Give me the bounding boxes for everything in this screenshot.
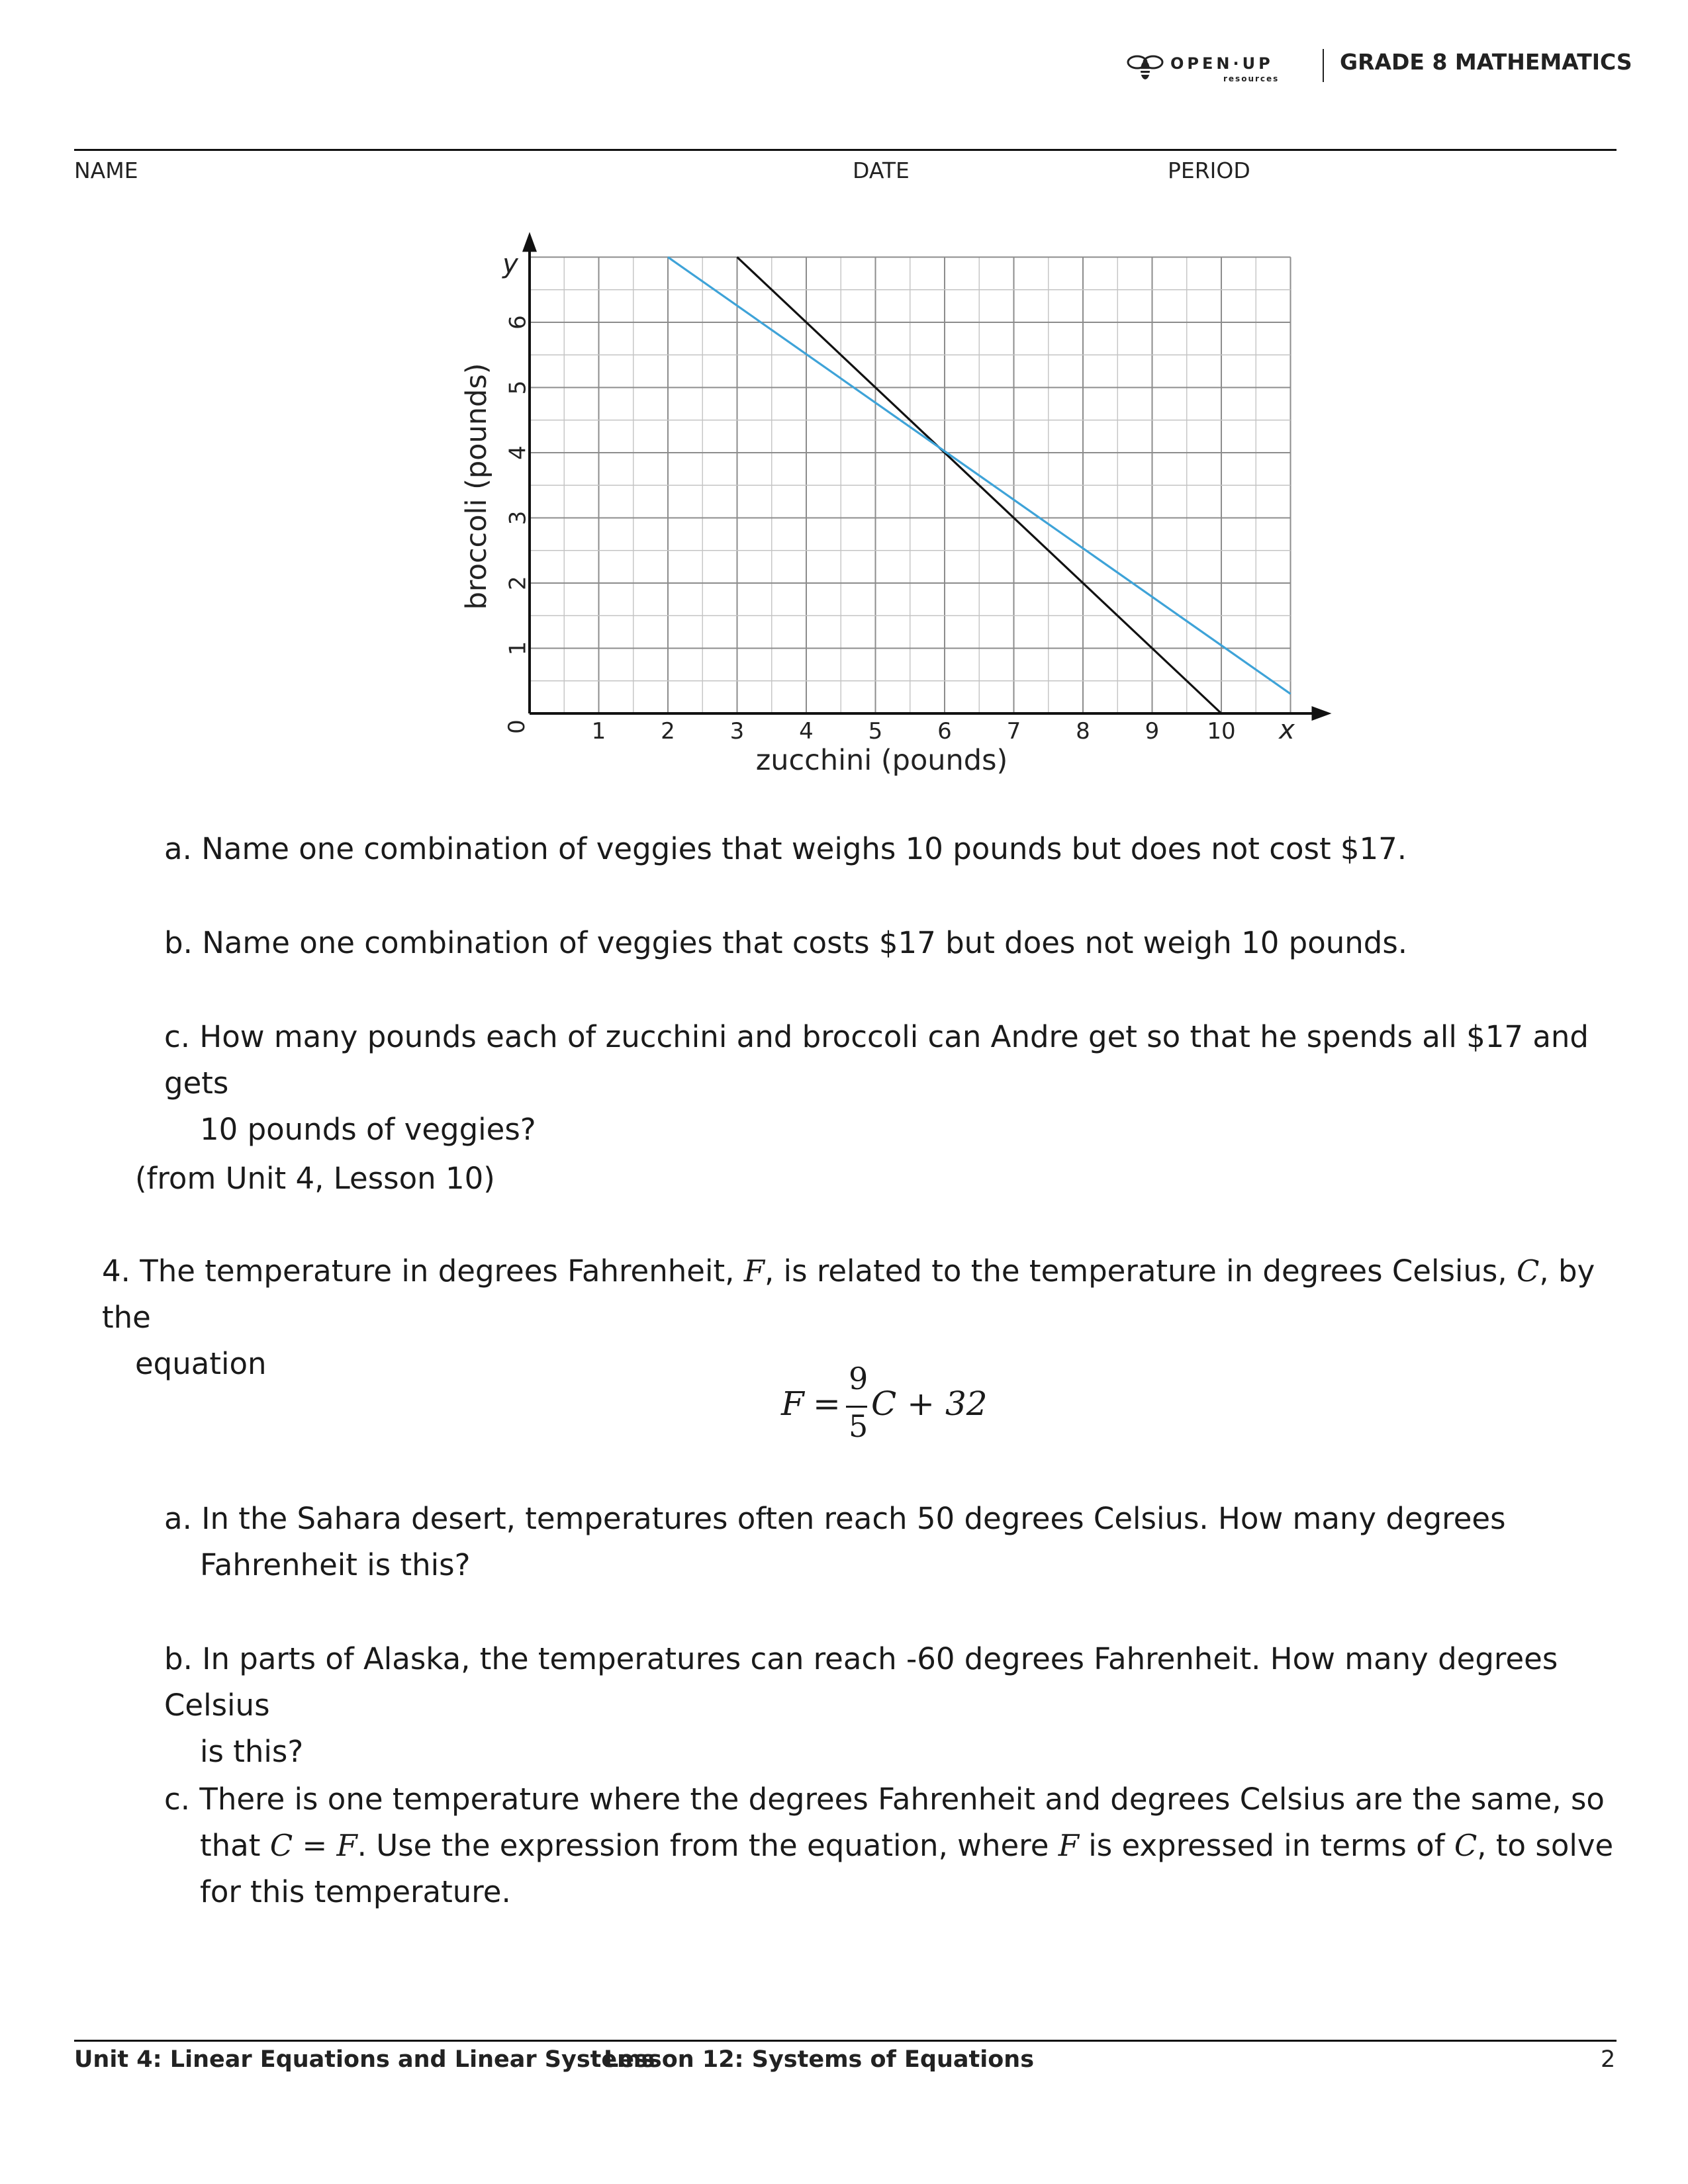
- logo-wordmark: OPEN·UP: [1170, 54, 1274, 73]
- name-field-label: NAME: [74, 158, 138, 183]
- part-text: that: [200, 1828, 270, 1863]
- stem-text-cont: equation: [135, 1346, 267, 1381]
- part-text: . Use the expression from the equation, where: [357, 1828, 1058, 1863]
- footer-unit: Unit 4: Linear Equations and Linear Systems: [74, 2046, 655, 2073]
- x-tick-label: 9: [1145, 718, 1160, 745]
- eq-denominator: 5: [849, 1408, 868, 1444]
- part-text: is expressed in terms of: [1078, 1828, 1454, 1863]
- part-text: There is one temperature where the degrees Fahrenheit and degrees Celsius are the same, so: [199, 1782, 1605, 1817]
- problem3-part-c: [164, 1014, 1620, 1153]
- var-f: F: [743, 1253, 765, 1289]
- x-axis-var: x: [1279, 715, 1295, 745]
- lesson-source: (from Unit 4, Lesson 10): [135, 1161, 495, 1196]
- page-number: 2: [1601, 2046, 1616, 2073]
- x-axis-arrow: [1312, 706, 1332, 721]
- part-letter: a.: [164, 1501, 192, 1536]
- x-tick-label: 3: [729, 718, 745, 745]
- part-text-cont: Fahrenheit is this?: [200, 1547, 471, 1582]
- var-c: C: [1516, 1253, 1540, 1289]
- problem3-part-b: [164, 920, 1407, 966]
- x-tick-label: 7: [1006, 718, 1021, 745]
- y-axis-label: broccoli (pounds): [460, 363, 493, 610]
- grade-title: GRADE 8 MATHEMATICS: [1340, 49, 1632, 75]
- x-tick-label: 10: [1207, 718, 1236, 745]
- x-tick-label: 4: [799, 718, 814, 745]
- eq-lhs: F: [781, 1385, 804, 1423]
- conversion-equation: [774, 1363, 986, 1449]
- problem3-part-a: [164, 826, 1407, 872]
- problem-number: 4.: [102, 1253, 130, 1289]
- y-axis-arrow: [522, 232, 537, 252]
- stem-text: , by the: [102, 1253, 1595, 1335]
- x-tick-label: 8: [1076, 718, 1090, 745]
- period-field-label: PERIOD: [1168, 158, 1250, 183]
- eq-numerator: 9: [849, 1361, 868, 1396]
- problem4-part-c: [164, 1776, 1654, 1915]
- part-text: In the Sahara desert, temperatures often reach 50 degrees Celsius. How many degrees: [201, 1501, 1506, 1536]
- problem4-part-b: [164, 1636, 1654, 1775]
- x-tick-label: 1: [591, 718, 606, 745]
- math-c-equals-f: C = F: [269, 1828, 357, 1863]
- y-tick-label: 2: [504, 576, 532, 590]
- logo-subtext: resources: [1223, 74, 1280, 83]
- part-text: How many pounds each of zucchini and broccoli can Andre get so that he spends all $17 and gets: [164, 1019, 1589, 1101]
- part-text-cont: [164, 1823, 1654, 1869]
- x-axis-label: zucchini (pounds): [755, 744, 1008, 777]
- chart-grid: [530, 257, 1291, 714]
- x-tick-label: 2: [661, 718, 675, 745]
- eq-equals: =: [813, 1385, 841, 1423]
- stem-text: , is related to the temperature in degrees Celsius,: [764, 1253, 1517, 1289]
- origin-label: 0: [504, 719, 530, 734]
- part-text: Name one combination of veggies that costs $17 but does not weigh 10 pounds.: [202, 925, 1408, 960]
- chart-labels: [460, 249, 1295, 777]
- part-text: , to solve: [1477, 1828, 1614, 1863]
- y-tick-label: 5: [504, 380, 532, 395]
- part-letter: c.: [164, 1782, 191, 1817]
- part-text-cont: is this?: [200, 1734, 304, 1769]
- footer-lesson: Lesson 12: Systems of Equations: [604, 2046, 1035, 2073]
- y-tick-label: 4: [504, 445, 532, 460]
- var-f: F: [1058, 1828, 1079, 1863]
- problem4-part-a: [164, 1496, 1620, 1588]
- part-text: In parts of Alaska, the temperatures can reach -60 degrees Fahrenheit. How many degrees Celsius: [164, 1641, 1558, 1723]
- y-tick-label: 6: [504, 315, 532, 330]
- chart-axes: [522, 232, 1332, 721]
- y-axis-var: y: [502, 249, 518, 279]
- part-text: Name one combination of veggies that weighs 10 pounds but does not cost $17.: [201, 831, 1407, 866]
- stem-text: The temperature in degrees Fahrenheit,: [140, 1253, 744, 1289]
- part-text-cont: 10 pounds of veggies?: [200, 1112, 536, 1147]
- veggie-graph: [0, 0, 1688, 827]
- date-field-label: DATE: [853, 158, 910, 183]
- y-tick-label: 3: [504, 510, 532, 525]
- part-text-cont: for this temperature.: [200, 1874, 511, 1909]
- eq-rhs: C + 32: [871, 1385, 988, 1423]
- part-letter: b.: [164, 925, 193, 960]
- part-letter: b.: [164, 1641, 193, 1676]
- y-tick-label: 1: [504, 641, 532, 656]
- var-c: C: [1454, 1828, 1477, 1863]
- footer-rule: [74, 2040, 1617, 2042]
- x-tick-label: 5: [868, 718, 883, 745]
- fraction-bar: [846, 1406, 867, 1408]
- part-letter: a.: [164, 831, 192, 866]
- x-tick-label: 6: [937, 718, 952, 745]
- part-letter: c.: [164, 1019, 191, 1054]
